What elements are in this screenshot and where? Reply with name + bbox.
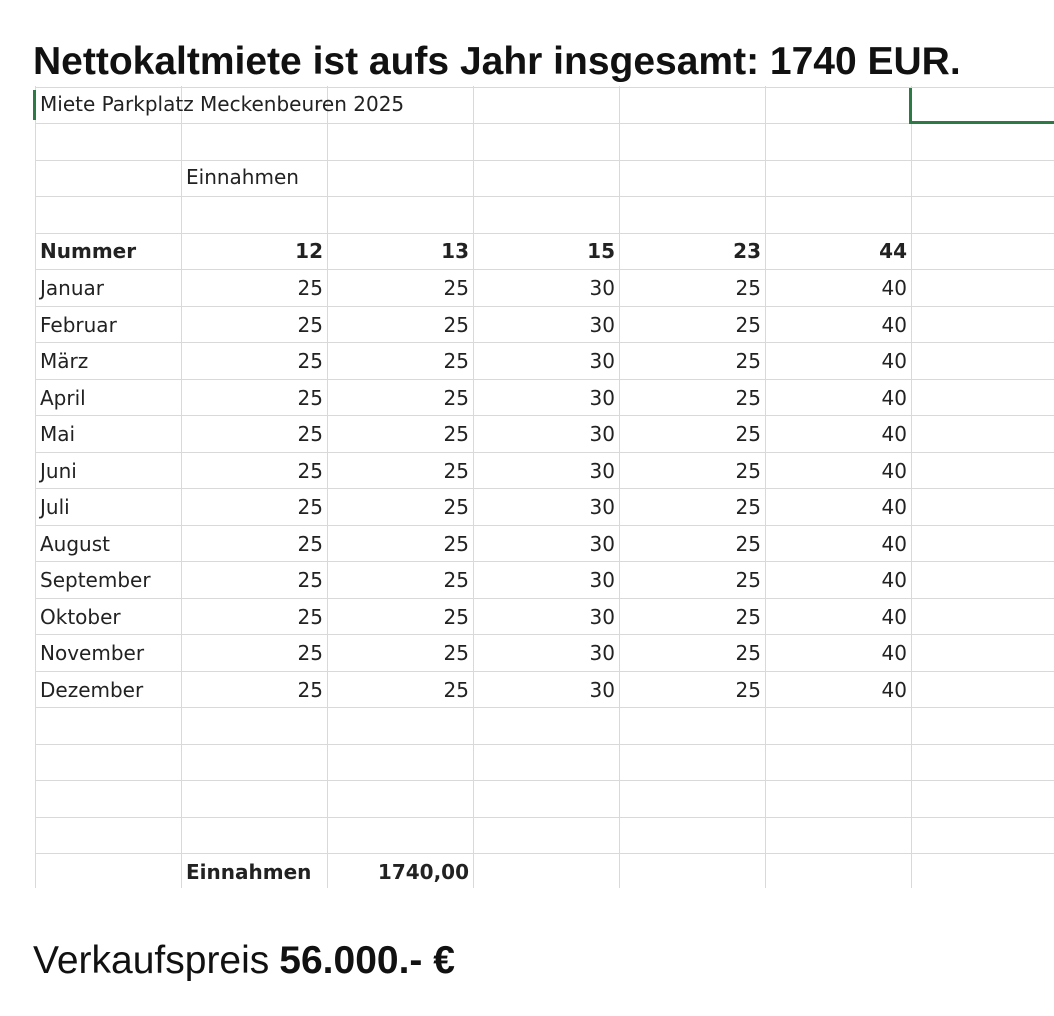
month-cell[interactable]: Januar: [40, 276, 104, 300]
rent-value-cell[interactable]: 25: [443, 276, 469, 300]
grid-row-line: [35, 196, 1054, 197]
rent-value-cell[interactable]: 40: [881, 313, 907, 337]
rent-value-cell[interactable]: 40: [881, 678, 907, 702]
rent-value-cell[interactable]: 25: [443, 313, 469, 337]
grid-row-line: [35, 744, 1054, 745]
grid-row-line: [35, 780, 1054, 781]
month-cell[interactable]: November: [40, 641, 145, 665]
rent-value-cell[interactable]: 40: [881, 276, 907, 300]
rent-value-cell[interactable]: 25: [443, 422, 469, 446]
month-cell[interactable]: April: [40, 386, 86, 410]
rent-value-cell[interactable]: 25: [297, 459, 323, 483]
column-header-cell[interactable]: 23: [733, 239, 761, 263]
rent-value-cell[interactable]: 40: [881, 422, 907, 446]
rent-value-cell[interactable]: 25: [297, 386, 323, 410]
month-cell[interactable]: Juni: [40, 459, 77, 483]
selection-border-horizontal: [909, 121, 1054, 124]
price-label: Verkaufspreis: [33, 939, 270, 982]
rent-value-cell[interactable]: 40: [881, 532, 907, 556]
rent-value-cell[interactable]: 25: [735, 276, 761, 300]
grid-row-line: [35, 817, 1054, 818]
rent-value-cell[interactable]: 40: [881, 605, 907, 629]
sheet-title-cell[interactable]: Miete Parkplatz Meckenbeuren 2025: [40, 92, 405, 116]
rent-value-cell[interactable]: 25: [443, 678, 469, 702]
rent-value-cell[interactable]: 25: [735, 641, 761, 665]
header-label-cell[interactable]: Nummer: [40, 239, 137, 263]
rent-value-cell[interactable]: 25: [443, 641, 469, 665]
month-cell[interactable]: September: [40, 568, 151, 592]
rent-value-cell[interactable]: 30: [589, 495, 615, 519]
rent-value-cell[interactable]: 25: [443, 568, 469, 592]
rent-value-cell[interactable]: 30: [589, 276, 615, 300]
month-cell[interactable]: Februar: [40, 313, 117, 337]
month-cell[interactable]: Mai: [40, 422, 76, 446]
rent-value-cell[interactable]: 40: [881, 349, 907, 373]
rent-value-cell[interactable]: 25: [297, 605, 323, 629]
rent-value-cell[interactable]: 25: [735, 349, 761, 373]
rent-value-cell[interactable]: 25: [297, 532, 323, 556]
rent-value-cell[interactable]: 30: [589, 605, 615, 629]
rent-value-cell[interactable]: 40: [881, 641, 907, 665]
rent-value-cell[interactable]: 30: [589, 313, 615, 337]
month-cell[interactable]: März: [40, 349, 89, 373]
total-label-cell[interactable]: Einnahmen: [186, 860, 312, 884]
rent-value-cell[interactable]: 25: [735, 386, 761, 410]
rent-value-cell[interactable]: 25: [735, 532, 761, 556]
rent-value-cell[interactable]: 25: [297, 495, 323, 519]
rent-value-cell[interactable]: 25: [735, 568, 761, 592]
column-header-cell[interactable]: 12: [295, 239, 323, 263]
rent-value-cell[interactable]: 25: [443, 459, 469, 483]
rent-value-cell[interactable]: 25: [443, 386, 469, 410]
rent-value-cell[interactable]: 25: [735, 678, 761, 702]
rent-value-cell[interactable]: 25: [443, 605, 469, 629]
column-header-cell[interactable]: 44: [879, 239, 907, 263]
column-header-cell[interactable]: 13: [441, 239, 469, 263]
selection-border-vertical: [909, 88, 912, 124]
spreadsheet-grid: [0, 86, 1054, 888]
total-value-cell[interactable]: 1740,00: [377, 860, 469, 884]
grid-column-line: [911, 86, 912, 888]
rent-value-cell[interactable]: 30: [589, 349, 615, 373]
sale-price: [33, 936, 455, 986]
month-cell[interactable]: Dezember: [40, 678, 144, 702]
rent-value-cell[interactable]: 25: [735, 313, 761, 337]
rent-value-cell[interactable]: 30: [589, 422, 615, 446]
rent-value-cell[interactable]: 25: [443, 495, 469, 519]
rent-value-cell[interactable]: 25: [297, 349, 323, 373]
rent-value-cell[interactable]: 25: [297, 641, 323, 665]
page-headline: Nettokaltmiete ist aufs Jahr insgesamt: 1740 EUR.: [33, 40, 961, 83]
rent-value-cell[interactable]: 40: [881, 495, 907, 519]
section-label-cell[interactable]: Einnahmen: [186, 165, 299, 189]
rent-value-cell[interactable]: 25: [735, 495, 761, 519]
grid-row-line: [35, 123, 1054, 124]
rent-value-cell[interactable]: 40: [881, 386, 907, 410]
rent-value-cell[interactable]: 25: [297, 422, 323, 446]
rent-value-cell[interactable]: 25: [297, 276, 323, 300]
rent-value-cell[interactable]: 30: [589, 568, 615, 592]
rent-value-cell[interactable]: 25: [297, 313, 323, 337]
rent-value-cell[interactable]: 25: [443, 349, 469, 373]
cell-cursor-left: [33, 90, 36, 120]
rent-value-cell[interactable]: 25: [297, 568, 323, 592]
rent-value-cell[interactable]: 30: [589, 386, 615, 410]
rent-value-cell[interactable]: 30: [589, 459, 615, 483]
grid-column-line: [35, 86, 36, 888]
month-cell[interactable]: August: [40, 532, 110, 556]
month-cell[interactable]: Oktober: [40, 605, 121, 629]
rent-value-cell[interactable]: 25: [735, 605, 761, 629]
rent-value-cell[interactable]: 30: [589, 678, 615, 702]
rent-value-cell[interactable]: 40: [881, 568, 907, 592]
rent-value-cell[interactable]: 30: [589, 641, 615, 665]
rent-value-cell[interactable]: 25: [735, 422, 761, 446]
month-cell[interactable]: Juli: [40, 495, 70, 519]
rent-value-cell[interactable]: 25: [297, 678, 323, 702]
column-header-cell[interactable]: 15: [587, 239, 615, 263]
rent-value-cell[interactable]: 25: [735, 459, 761, 483]
rent-value-cell[interactable]: 40: [881, 459, 907, 483]
rent-value-cell[interactable]: 30: [589, 532, 615, 556]
price-amount: 56.000.- €: [279, 939, 455, 982]
rent-value-cell[interactable]: 25: [443, 532, 469, 556]
